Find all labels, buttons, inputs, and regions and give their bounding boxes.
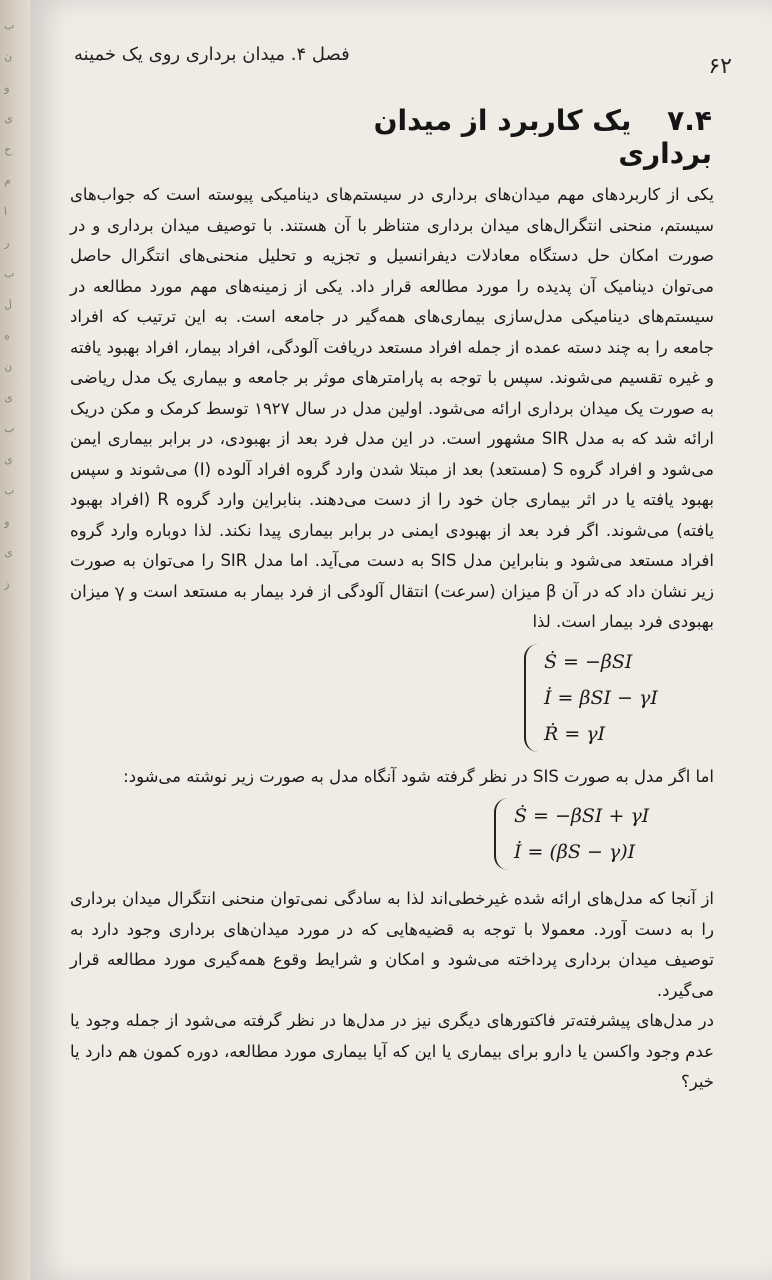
facing-page-edge: ب ن و ی ح م ا ر ب ل ه ن ی ب ی ب و ی ز: [0, 0, 34, 1280]
sir-equation-system: [524, 644, 714, 752]
equation-line: Ṡ = −βSI + γI: [514, 805, 650, 827]
section-title: یک کاربرد از میدان برداری: [373, 104, 712, 170]
paragraph-sis: اما اگر مدل به صورت SIS در نظر گرفته شود آنگاه مدل به صورت زیر نوشته می‌شود:: [123, 766, 714, 786]
running-head: فصل ۴. میدان برداری روی یک خمینه: [74, 44, 350, 65]
paragraph-advanced: در مدل‌های پیشرفته‌تر فاکتورهای دیگری نیز در مدل‌ها در نظر گرفته می‌شود از جمله وجود یا عدم وجود واکسن یا دارو برای بیماری یا این که آیا بیماری مورد مطالعه، دوره کمون هم دارد یا خیر؟: [70, 1011, 714, 1091]
sis-equation-system: [494, 798, 714, 870]
section-number: ۷.۴: [667, 104, 712, 137]
equation-line: Ṡ = −βSI: [544, 650, 633, 673]
paragraph-intro: یکی از کاربردهای مهم میدان‌های برداری در سیستم‌های دینامیکی پیوسته است که جواب‌های سیستم، منحنی انتگرال‌های میدان برداری متناظر با آن هستند. با توصیف میدان برداری و در صورت امکان حل دستگاه معادلات دیفرانسیل و تجزیه و تحلیل منحنی‌های انتگرال حاصل می‌توان دینامیک آن پدیده را مورد مطالعه قرار داد. یکی از زمینه‌های مهم مورد مطالعه در سیستم‌های دینامیکی مدل‌سازی بیماری‌های همه‌گیر در جامعه است. به این ترتیب که افراد جامعه را به چند دسته عمده از جمله افراد مستعد دریافت آلودگی، افراد بیمار، افراد بهبود یافته و غیره تقسیم می‌شوند. سپس با توجه به پارامترهای موثر بر جامعه و بیماری یک مدل ریاضی به صورت یک میدان برداری ارائه می‌شود. اولین مدل در سال ۱۹۲۷ توسط کرمک و مکن دریک ارائه شد که به مدل SIR مشهور است. در این مدل فرد بعد از بهبودی، در برابر بیماری ایمن می‌شود و افراد گروه S (مستعد) بعد از مبتلا شدن وارد گروه افراد آلوده (I) می‌شوند و سپس بهبود یافته یا در اثر بیماری جان خود را از دست می‌دهند. بنابراین وارد گروه R (افراد بهبود یافته) می‌شوند. اگر فرد بعد از بهبودی ایمنی در برابر بیماری پیدا نکند. لذا دوباره وارد گروه افراد مستعد می‌شود و بنابراین مدل SIS به دست می‌آید. اما مدل SIR را می‌توان به صورت زیر نشان داد که در آن β میزان (سرعت) انتقال آلودگی از فرد بیمار به مستعد است و γ میزان بهبودی فرد بیمار است. لذا: [70, 185, 715, 631]
paragraph-nonlinear: از آنجا که مدل‌های ارائه شده غیرخطی‌اند لذا به سادگی نمی‌توان منحنی انتگرال میدان برداری را به دست آورد. معمولا با توجه به قضیه‌هایی که در مورد میدان‌های برداری وجود دارد به توصیف میدان برداری پرداخته می‌شود و امکان و شرایط وقوع همه‌گیری مورد مطالعه قرار می‌گیرد.: [70, 889, 714, 1000]
section-heading: [330, 104, 712, 170]
equation-line: İ = (βS − γ)I: [514, 841, 636, 863]
body-text: [70, 180, 714, 1098]
book-page: [30, 0, 772, 1280]
equation-line: İ = βSI − γI: [544, 686, 658, 709]
equation-line: Ṙ = γI: [544, 722, 606, 745]
page-header: [74, 40, 732, 80]
page-number: ۶۲: [708, 54, 732, 79]
